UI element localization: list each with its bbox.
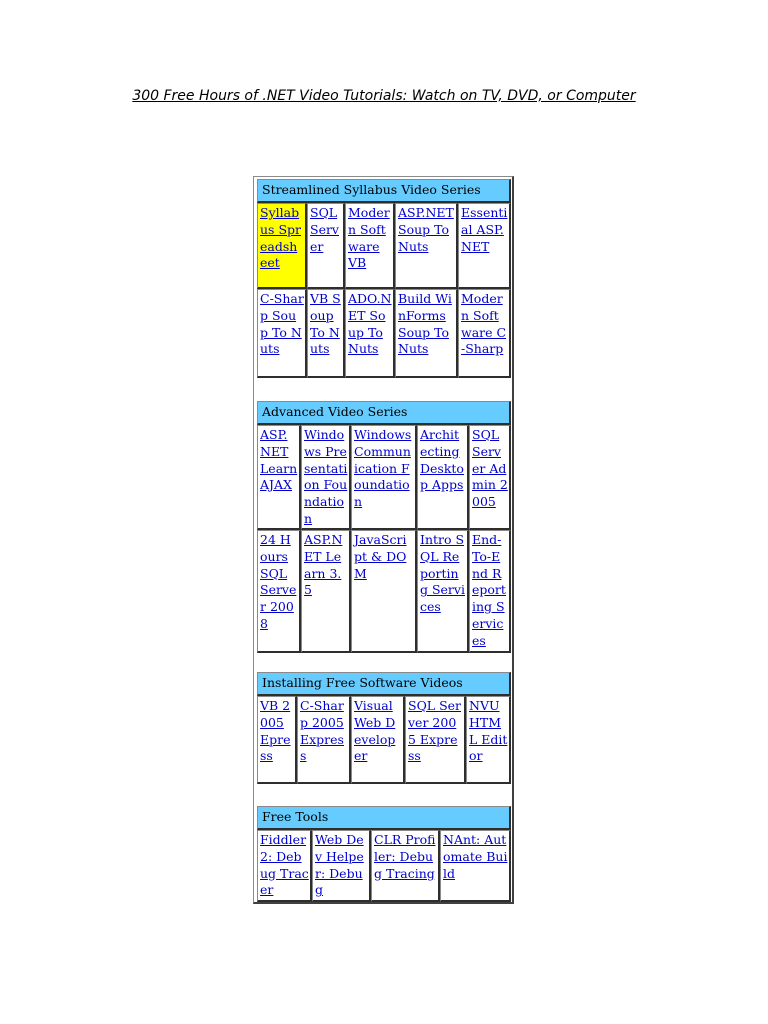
table-cell <box>395 289 458 378</box>
table-cell <box>312 830 371 902</box>
table-cell <box>405 696 466 784</box>
link-modern-software-c-sharp[interactable]: Modern Software C-Sharp <box>461 291 507 357</box>
link-essential-asp-net[interactable]: Essential ASP.NET <box>461 205 508 254</box>
table-cell <box>301 425 351 530</box>
link-clr-profiler-debug-tracing[interactable]: CLR Profiler: Debug Tracing <box>374 832 436 881</box>
table-cell <box>351 530 417 653</box>
link-vb-2005-epress[interactable]: VB 2005 Epress <box>260 698 291 764</box>
link-24-hours-sql-server-2008[interactable]: 24 Hours SQL Server 2008 <box>260 532 297 631</box>
table-cell <box>301 530 351 653</box>
section-installing-free-software-videos <box>257 672 511 784</box>
table-cell <box>257 830 312 902</box>
section-free-tools <box>257 806 511 902</box>
table-cell <box>257 425 301 530</box>
table-cell <box>257 289 307 378</box>
table-cell <box>257 696 297 784</box>
section-heading: Advanced Video Series <box>257 401 511 425</box>
table-cell <box>351 425 417 530</box>
link-vb-soup-to-nuts[interactable]: VB Soup To Nuts <box>310 291 341 357</box>
table-cell <box>345 289 395 378</box>
link-build-winforms-soup-to-nuts[interactable]: Build WinForms Soup To Nuts <box>398 291 452 357</box>
page-title: 300 Free Hours of .NET Video Tutorials: Watch on TV, DVD, or Computer <box>132 88 636 104</box>
table-cell <box>417 425 469 530</box>
link-asp-net-soup-to-nuts[interactable]: ASP.NET Soup To Nuts <box>398 205 454 254</box>
table-cell <box>297 696 351 784</box>
link-c-sharp-2005-express[interactable]: C-Sharp 2005 Express <box>300 698 344 764</box>
link-web-dev-helper-debug[interactable]: Web Dev Helper: Debug <box>315 832 364 898</box>
link-nvu-html-editor[interactable]: NVU HTML Editor <box>469 698 508 764</box>
link-sql-server-2005-express[interactable]: SQL Server 2005 Express <box>408 698 462 764</box>
link-sql-server[interactable]: SQL Server <box>310 205 339 254</box>
table-cell <box>440 830 511 902</box>
section-streamlined-syllabus-video-series <box>257 179 511 378</box>
table-cell <box>257 203 307 289</box>
section-advanced-video-series <box>257 401 511 653</box>
section-heading: Installing Free Software Videos <box>257 672 511 696</box>
link-sql-server-admin-2005[interactable]: SQL Server Admin 2005 <box>472 427 508 510</box>
section-heading: Free Tools <box>257 806 511 830</box>
table-cell <box>469 530 511 653</box>
link-windows-communication-foundation[interactable]: Windows Communication Foundation <box>354 427 412 510</box>
link-intro-sql-reporting-services[interactable]: Intro SQL Reporting Services <box>420 532 465 615</box>
link-end-to-end-reporting-services[interactable]: End-To-End Reporting Services <box>472 532 506 648</box>
link-windows-presentation-foundation[interactable]: Windows Presentation Foundation <box>304 427 348 526</box>
table-cell <box>417 530 469 653</box>
link-visual-web-developer[interactable]: Visual Web Developer <box>354 698 396 764</box>
link-nant-automate-build[interactable]: NAnt: Automate Build <box>443 832 508 881</box>
table-cell <box>469 425 511 530</box>
table-cell <box>395 203 458 289</box>
table-cell <box>458 289 511 378</box>
table-cell <box>345 203 395 289</box>
link-architecting-desktop-apps[interactable]: Architecting Desktop Apps <box>420 427 464 493</box>
link-c-sharp-soup-to-nuts[interactable]: C-Sharp Soup To Nuts <box>260 291 304 357</box>
link-syllabus-spreadsheet[interactable]: Syllabus Spreadsheet <box>260 205 301 271</box>
tutorial-index-table <box>253 176 514 904</box>
table-cell <box>371 830 440 902</box>
table-cell <box>466 696 511 784</box>
table-cell <box>307 289 345 378</box>
link-asp-net-learn-ajax[interactable]: ASP.NET Learn AJAX <box>260 427 298 493</box>
link-javascript-and-dom[interactable]: JavaScript & DOM <box>354 532 407 581</box>
link-fiddler-2-debug-tracer[interactable]: Fiddler 2: Debug Tracer <box>260 832 309 898</box>
link-modern-software-vb[interactable]: Modern Software VB <box>348 205 390 271</box>
link-ado-net-soup-to-nuts[interactable]: ADO.NET Soup To Nuts <box>348 291 392 357</box>
table-cell <box>351 696 405 784</box>
table-cell <box>307 203 345 289</box>
table-cell <box>458 203 511 289</box>
section-heading: Streamlined Syllabus Video Series <box>257 179 511 203</box>
table-cell <box>257 530 301 653</box>
link-asp-net-learn-3-5[interactable]: ASP.NET Learn 3.5 <box>304 532 343 598</box>
